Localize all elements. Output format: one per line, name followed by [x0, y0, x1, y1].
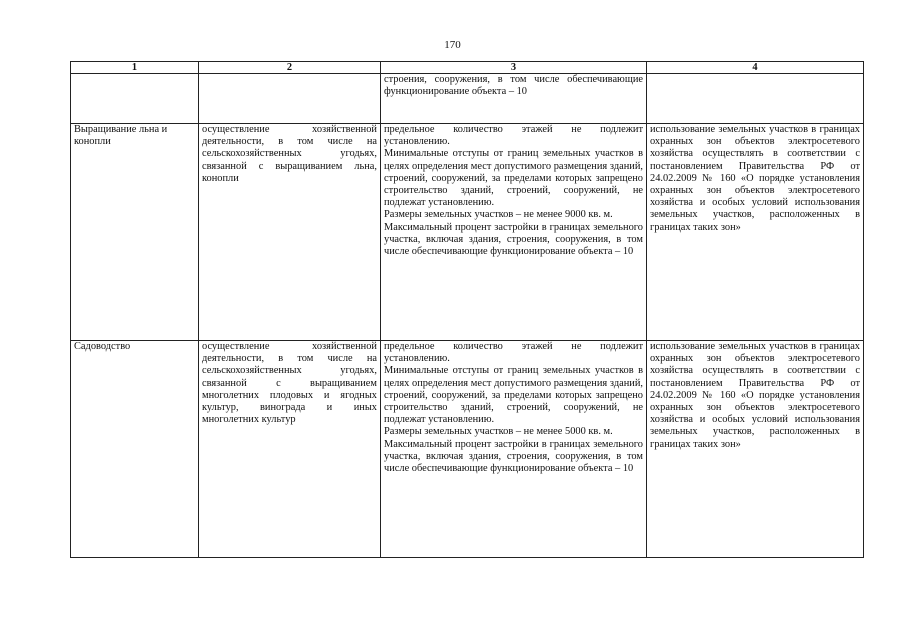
- cell-parameters: строения, сооружения, в том числе обеспечивающие функционирование объекта – 10: [381, 74, 647, 124]
- page-number: 170: [444, 39, 461, 51]
- cell-parameters: [381, 124, 647, 341]
- table-header-row: [71, 62, 864, 74]
- parameter-floors: предельное количество этажей не подлежит установлению.: [384, 341, 643, 365]
- cell-use-type: [71, 74, 199, 124]
- column-header-2: 2: [199, 62, 381, 74]
- table-row: [71, 124, 864, 341]
- parameter-plot-size: Размеры земельных участков – не менее 5000 кв. м.: [384, 426, 613, 438]
- column-header-1: 1: [71, 62, 199, 74]
- parameter-setbacks: Минимальные отступы от границ земельных участков в целях определения мест допустимого размещения зданий, строений, сооружений, за пределами которых запрещено строительство зданий, строений, сооружений, не подлежат установлению.: [384, 148, 643, 209]
- cell-restrictions: использование земельных участков в границах охранных зон объектов электросетевого хозяйства осуществлять в соответствии с постановлением Правительства РФ от 24.02.2009 № 160 «О порядке установления охранных зон объектов электросетевого хозяйства и особых условий использования земельных участков, расположенных в границах таких зон»: [647, 341, 864, 558]
- cell-parameters: [381, 341, 647, 558]
- cell-description: [199, 74, 381, 124]
- parameter-coverage: Максимальный процент застройки в границах земельного участка, включая здания, строения, сооружения, в том числе обеспечивающие функционирование объекта – 10: [384, 221, 643, 258]
- table-row-continuation: [71, 74, 864, 124]
- parameter-coverage: Максимальный процент застройки в границах земельного участка, включая здания, строения, сооружения, в том числе обеспечивающие функционирование объекта – 10: [384, 438, 643, 475]
- cell-use-type: Выращивание льна и конопли: [71, 124, 199, 341]
- parameter-setbacks: Минимальные отступы от границ земельных участков в целях определения мест допустимого размещения зданий, строений, сооружений, за пределами которых запрещено строительство зданий, строений, сооружений, не подлежат установлению.: [384, 365, 643, 426]
- cell-restrictions: использование земельных участков в границах охранных зон объектов электросетевого хозяйства осуществлять в соответствии с постановлением Правительства РФ от 24.02.2009 № 160 «О порядке установления охранных зон объектов электросетевого хозяйства и особых условий использования земельных участков, расположенных в границах таких зон»: [647, 124, 864, 341]
- table-row: [71, 341, 864, 558]
- column-header-4: 4: [647, 62, 864, 74]
- cell-description: осуществление хозяйственной деятельности, в том числе на сельскохозяйственных угодьях, связанной с выращиванием льна, конопли: [199, 124, 381, 341]
- cell-description: осуществление хозяйственной деятельности, в том числе на сельскохозяйственных угодьях, связанной с выращиванием многолетних плодовых и ягодных культур, винограда и иных многолетних культур: [199, 341, 381, 558]
- cell-use-type: Садоводство: [71, 341, 199, 558]
- parameter-plot-size: Размеры земельных участков – не менее 9000 кв. м.: [384, 209, 613, 221]
- regulations-table: [70, 61, 864, 558]
- cell-restrictions: [647, 74, 864, 124]
- parameter-floors: предельное количество этажей не подлежит установлению.: [384, 124, 643, 148]
- column-header-3: 3: [381, 62, 647, 74]
